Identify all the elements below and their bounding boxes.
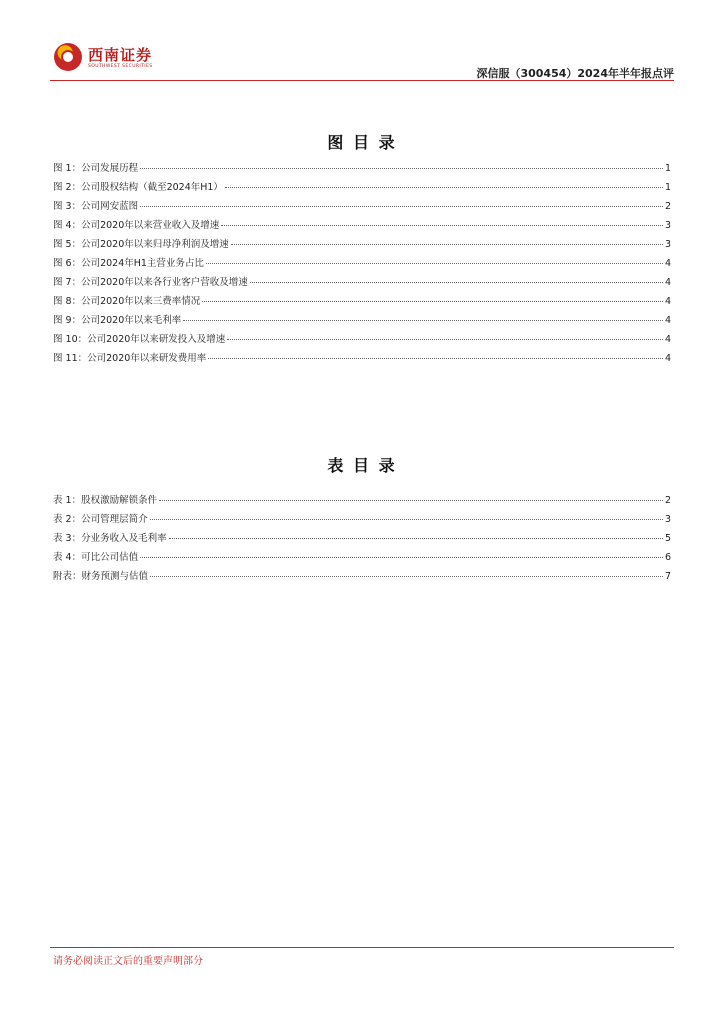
- toc-page-number: 4: [664, 334, 671, 345]
- report-title: 深信服（300454）2024年半年报点评: [476, 67, 674, 80]
- toc-page-number: 2: [664, 495, 671, 506]
- tables-toc-title: 表 目 录: [327, 456, 397, 475]
- figures-toc-title: 图 目 录: [327, 133, 397, 152]
- toc-entry-label: 图 10：公司2020年以来研发投入及增速: [53, 334, 226, 345]
- toc-leader-dots: [150, 576, 663, 577]
- toc-entry-label: 表 4：可比公司估值: [53, 552, 139, 563]
- toc-page-number: 3: [664, 220, 671, 231]
- toc-entry-label: 图 9：公司2020年以来毛利率: [53, 315, 182, 326]
- toc-page-number: 4: [664, 277, 671, 288]
- company-logo: [54, 43, 164, 75]
- tables-toc-list: [53, 492, 671, 587]
- toc-page-number: 1: [664, 182, 671, 193]
- toc-entry-label: 图 3：公司网安蓝图: [53, 201, 139, 212]
- toc-entry-figure-9[interactable]: [53, 312, 671, 331]
- toc-entry-figure-5[interactable]: [53, 236, 671, 255]
- toc-entry-figure-4[interactable]: [53, 217, 671, 236]
- toc-page-number: 7: [664, 571, 671, 582]
- toc-leader-dots: [202, 301, 663, 302]
- toc-entry-figure-7[interactable]: [53, 274, 671, 293]
- toc-entry-table-4[interactable]: [53, 549, 671, 568]
- toc-entry-appendix-table[interactable]: [53, 568, 671, 587]
- toc-entry-label: 图 8：公司2020年以来三费率情况: [53, 296, 201, 307]
- toc-leader-dots: [250, 282, 663, 283]
- footer-divider: [50, 947, 674, 948]
- toc-leader-dots: [208, 358, 663, 359]
- logo-emblem-icon: [54, 43, 82, 71]
- logo-text-cn: 西南证券: [88, 46, 153, 64]
- toc-leader-dots: [183, 320, 663, 321]
- toc-leader-dots: [169, 538, 663, 539]
- toc-entry-label: 图 5：公司2020年以来归母净利润及增速: [53, 239, 229, 250]
- toc-entry-label: 表 3：分业务收入及毛利率: [53, 533, 167, 544]
- toc-entry-label: 图 2：公司股权结构（截至2024年H1）: [53, 182, 223, 193]
- toc-entry-figure-11[interactable]: [53, 350, 671, 369]
- toc-entry-figure-1[interactable]: [53, 160, 671, 179]
- toc-page-number: 3: [664, 514, 671, 525]
- toc-entry-table-3[interactable]: [53, 530, 671, 549]
- toc-entry-table-2[interactable]: [53, 511, 671, 530]
- toc-leader-dots: [221, 225, 663, 226]
- toc-page-number: 4: [664, 258, 671, 269]
- toc-page-number: 2: [664, 201, 671, 212]
- toc-entry-figure-6[interactable]: [53, 255, 671, 274]
- toc-entry-label: 图 6：公司2024年H1主营业务占比: [53, 258, 204, 269]
- toc-page-number: 4: [664, 296, 671, 307]
- toc-entry-label: 图 7：公司2020年以来各行业客户营收及增速: [53, 277, 248, 288]
- toc-entry-figure-3[interactable]: [53, 198, 671, 217]
- figures-toc-list: [53, 160, 671, 369]
- toc-entry-table-1[interactable]: [53, 492, 671, 511]
- toc-page-number: 6: [664, 552, 671, 563]
- toc-page-number: 1: [664, 163, 671, 174]
- toc-entry-label: 表 1：股权激励解锁条件: [53, 495, 158, 506]
- footer-disclaimer: 请务必阅读正文后的重要声明部分: [53, 956, 203, 967]
- toc-entry-label: 图 1：公司发展历程: [53, 163, 139, 174]
- toc-entry-label: 表 2：公司管理层简介: [53, 514, 148, 525]
- toc-leader-dots: [140, 206, 663, 207]
- toc-leader-dots: [150, 519, 663, 520]
- toc-page-number: 3: [664, 239, 671, 250]
- toc-leader-dots: [140, 168, 663, 169]
- toc-entry-label: 图 11：公司2020年以来研发费用率: [53, 353, 207, 364]
- toc-entry-label: 图 4：公司2020年以来营业收入及增速: [53, 220, 220, 231]
- toc-leader-dots: [159, 500, 663, 501]
- toc-page-number: 4: [664, 315, 671, 326]
- toc-page-number: 5: [664, 533, 671, 544]
- toc-entry-label: 附表：财务预测与估值: [53, 571, 149, 582]
- toc-leader-dots: [227, 339, 663, 340]
- logo-text-en: SOUTHWEST SECURITIES: [88, 64, 153, 69]
- header-divider: [50, 80, 674, 81]
- toc-leader-dots: [140, 557, 663, 558]
- toc-leader-dots: [231, 244, 663, 245]
- toc-leader-dots: [206, 263, 663, 264]
- toc-entry-figure-10[interactable]: [53, 331, 671, 350]
- toc-leader-dots: [225, 187, 663, 188]
- toc-entry-figure-2[interactable]: [53, 179, 671, 198]
- toc-page-number: 4: [664, 353, 671, 364]
- toc-entry-figure-8[interactable]: [53, 293, 671, 312]
